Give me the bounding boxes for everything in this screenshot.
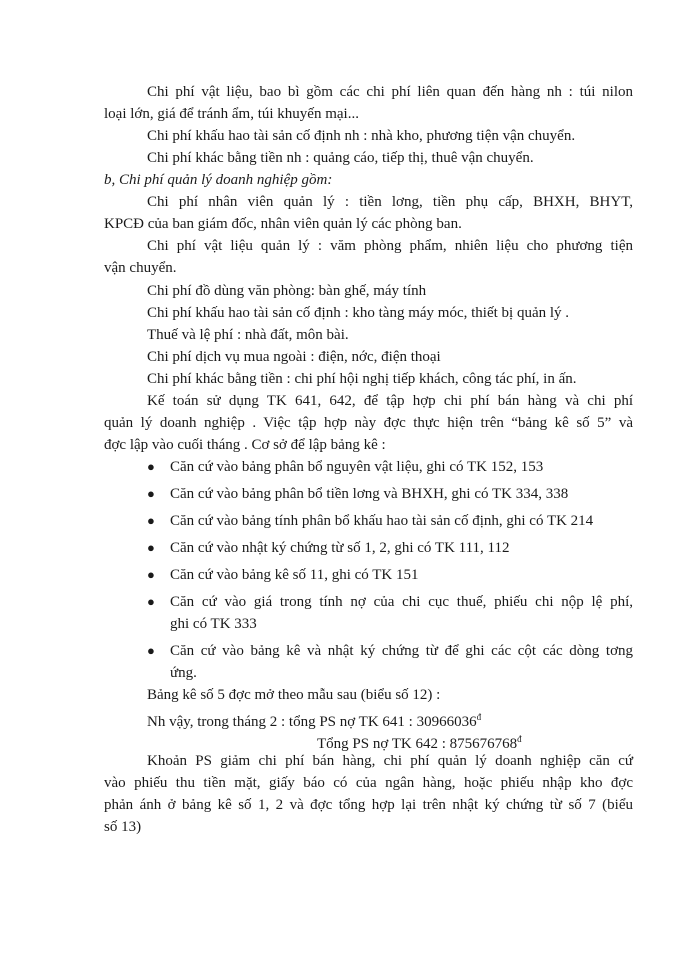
text-line: loại lớn, giá để tránh ẩm, túi khuyến mại... [104,106,359,122]
text-line: Chi phí khấu hao tài sản cố định : kho tàng máy móc, thiết bị quản lý . [147,305,570,321]
bullet-item: Căn cứ vào bảng kê số 11, ghi có TK 151 [170,567,419,583]
text-line: Chi phí dịch vụ mua ngoài : điện, nớc, điện thoại [147,349,441,365]
bullet-icon: ● [147,459,155,474]
bullet-item: Căn cứ vào bảng kê và nhật ký chứng từ để ghi các cột các dòng tơng [170,643,633,659]
text-line: Chi phí khác bằng tiền nh : quảng cáo, tiếp thị, thuê vận chuyển. [147,150,534,166]
total-line: Nh vậy, trong tháng 2 : tổng PS nợ TK 641 : $30966036^đ$ [147,712,482,730]
text-line: Thuế và lệ phí : nhà đất, môn bài. [147,327,349,343]
total-line: Tổng PS nợ TK 642 : $875676768^đ$ [317,734,522,752]
bullet-icon: ● [147,594,155,609]
text-line: số 13) [104,819,142,835]
bullet-item-continuation: ứng. [170,665,197,681]
text-line: Chi phí nhân viên quản lý : tiền lơng, tiền phụ cấp, BHXH, BHYT, [147,194,633,210]
text-line: quản lý doanh nghiệp . Việc tập hợp này đợc thực hiện trên “bảng kê số 5” và [104,415,633,431]
bullet-item: Căn cứ vào nhật ký chứng từ số 1, 2, ghi có TK 111, 112 [170,540,510,556]
currency-mark: đ [517,734,522,744]
bullet-item: Căn cứ vào bảng phân bổ nguyên vật liệu, ghi có TK 152, 153 [170,459,544,475]
currency-mark: đ [476,712,482,722]
text-line: Chi phí vật liệu, bao bì gồm các chi phí liên quan đến hàng nh : túi nilon [147,84,633,100]
bullet-item: Căn cứ vào giá trong tính nợ của chi cục thuế, phiếu chi nộp lệ phí, [170,594,633,610]
bullet-item-continuation: ghi có TK 333 [170,616,257,632]
bullet-icon: ● [147,486,155,501]
text-line: Chi phí vật liệu quản lý : văm phòng phẩm, nhiên liệu cho phương tiện [147,238,633,254]
bullet-icon: ● [147,540,155,555]
bullet-icon: ● [147,643,155,658]
bullet-item: Căn cứ vào bảng tính phân bổ khấu hao tài sản cố định, ghi có TK 214 [170,513,594,529]
bullet-icon: ● [147,567,155,582]
text-line: Bảng kê số 5 đợc mở theo mẫu sau (biểu số 12) : [147,687,441,703]
text-line: Kế toán sử dụng TK 641, 642, để tập hợp chi phí bán hàng và chi phí [147,393,633,409]
text-line: Chi phí khấu hao tài sản cố định nh : nhà kho, phương tiện vận chuyển. [147,128,576,144]
bullet-icon: ● [147,513,155,528]
bullet-item: Căn cứ vào bảng phân bổ tiền lơng và BHXH, ghi có TK 334, 338 [170,486,569,502]
text-line: KPCĐ của ban giám đốc, nhân viên quản lý các phòng ban. [104,216,462,232]
text-line: phản ánh ở bảng kê số 1, 2 và đợc tổng hợp lại trên nhật ký chứng từ số 7 (biểu [104,797,633,813]
section-heading: b, Chi phí quản lý doanh nghiệp gồm: [104,172,333,188]
text-line: Khoản PS giảm chi phí bán hàng, chi phí quản lý doanh nghiệp căn cứ [147,753,633,769]
text-line: vào phiếu thu tiền mặt, giấy báo có của ngân hàng, hoặc phiếu nhập kho đợc [104,775,633,791]
text-line: vận chuyển. [104,260,177,276]
text-line: Chi phí khác bằng tiền : chi phí hội nghị tiếp khách, công tác phí, in ấn. [147,371,577,387]
text-line: đợc lập vào cuối tháng . Cơ sở để lập bảng kê : [104,437,386,453]
text-line: Chi phí đồ dùng văn phòng: bàn ghế, máy tính [147,283,427,299]
